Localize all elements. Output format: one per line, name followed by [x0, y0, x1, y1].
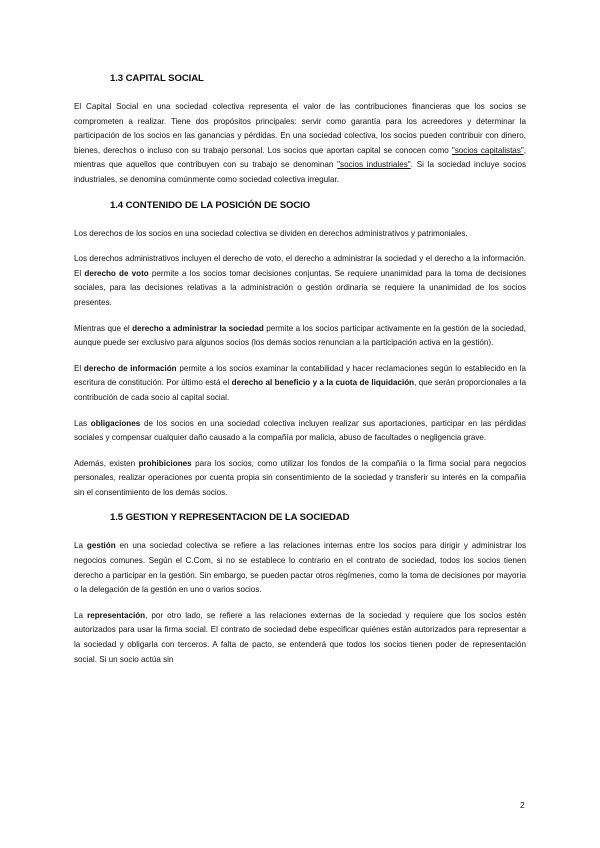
term-obligaciones: obligaciones — [90, 418, 141, 428]
text-run: para los socios, como utilizar los fondos de la compañía o la firma social para negocios personales, realizar operaciones por cuenta propia sin consentimiento de la sociedad y transferir su interés en la compañía sin el consentimiento de los demás socios. — [74, 458, 526, 497]
text-run: en una sociedad colectiva se refiere a las relaciones internas entre los socios para dirigir y administrar los negocios comunes. Según el C.Com, si no se establece lo contrario en el contrato de sociedad, todos los socios tienen derecho a participar en la gestión. Sin embargo, se pueden pactar otros regímenes, como la toma de decisiones por mayoría o la delegación de la gestión en uno o varios socios. — [74, 541, 526, 595]
paragraph-representacion — [74, 609, 526, 667]
text-run: La — [74, 610, 88, 620]
section-heading-gestion-representacion: 1.5 GESTION Y REPRESENTACION DE LA SOCIEDAD — [110, 512, 350, 524]
text-run: , que serán proporcionales a la contribución de cada socio al capital social. — [74, 378, 526, 402]
section-heading-capital-social: 1.3 CAPITAL SOCIAL — [110, 73, 204, 84]
text-run: El — [74, 363, 84, 373]
term-gestion: gestión — [86, 541, 116, 551]
text-run: , mientras que aquellos que contribuyen con su trabajo se denominan — [74, 145, 526, 170]
term-socios-capitalistas: "socios capitalistas" — [451, 145, 524, 155]
text-run: permite a los socios participar activamente en la gestión de la sociedad, aunque puede ser exclusivo para algunos socios (los demás socios renuncian a la participación activa en la gestión). — [74, 323, 527, 348]
page-number: 2 — [520, 800, 525, 810]
paragraph-gestion — [74, 539, 526, 597]
paragraph-capital-social — [74, 100, 526, 188]
text-run: Las — [74, 418, 91, 428]
term-representacion: representación — [87, 610, 146, 620]
term-derecho-beneficio: derecho al beneficio y a la cuota de liquidación — [231, 378, 415, 388]
paragraph-derecho-informacion — [74, 362, 526, 406]
text-run: Mientras que el — [74, 323, 133, 333]
text-run: . Si la sociedad incluye socios industriales, se denomina comúnmente como sociedad colectiva irregular. — [74, 160, 526, 184]
page-content — [74, 72, 526, 678]
text-run: permite a los socios examinar la contabilidad y hacer reclamaciones según lo establecido en la escritura de constitución. Por último está el — [74, 363, 526, 388]
text-run: La — [74, 541, 87, 551]
text-run: El Capital Social en una sociedad colectiva representa el valor de las contribuciones financieras que los socios se comprometen a realizar. Tiene dos propósitos principales: servir como garantía para los acreedores y determinar la participación de los socios en las ganancias y pérdidas. En una sociedad colectiva, los socios pueden contribuir con dinero, bienes, derechos o incluso con su trabajo personal. Los socios que aportan capital se conocen como — [74, 102, 526, 155]
paragraph-derechos-intro: Los derechos de los socios en una sociedad colectiva se dividen en derechos administrativos y patrimoniales. — [74, 228, 468, 238]
paragraph-obligaciones — [74, 417, 526, 446]
text-run: de los socios en una sociedad colectiva incluyen realizar sus aportaciones, participar en las pérdidas sociales y compensar cualquier daño causado a la compañía por malicia, abuso de facultades o negligencia grave. — [74, 418, 526, 443]
paragraph-prohibiciones — [74, 457, 526, 501]
paragraph-derecho-administrar — [74, 322, 526, 351]
term-socios-industriales: "socios industriales" — [337, 160, 411, 170]
term-derecho-de-voto: derecho de voto — [84, 268, 149, 278]
section-heading-posicion-socio: 1.4 CONTENIDO DE LA POSICIÓN DE SOCIO — [110, 199, 311, 211]
text-run: permite a los socios tomar decisiones conjuntas. Se requiere unanimidad para la toma de decisiones sociales, para las decisiones relativas a la administración o gestión ordinaria se requiere la unanimidad de los socios presentes. — [74, 268, 527, 307]
text-run: Además, existen — [74, 458, 139, 468]
paragraph-derechos-administrativos — [74, 252, 526, 310]
term-derecho-informacion: derecho de información — [83, 363, 177, 373]
term-derecho-administrar: derecho a administrar la sociedad — [132, 323, 264, 333]
text-run: , por otro lado, se refiere a las relaciones externas de la sociedad y requiere que los socios estén autorizados para usar la firma social. El contrato de sociedad debe especificar quiénes están autorizados para representar a la sociedad y obligarla con terceros. A falta de pacto, se entenderá que todos los socios tienen poder de representación social. Si un socio actúa sin — [74, 610, 526, 664]
text-run: Los derechos administrativos incluyen el derecho de voto, el derecho a administrar la sociedad y el derecho a la información. El — [74, 254, 526, 278]
term-prohibiciones: prohibiciones — [138, 458, 192, 468]
